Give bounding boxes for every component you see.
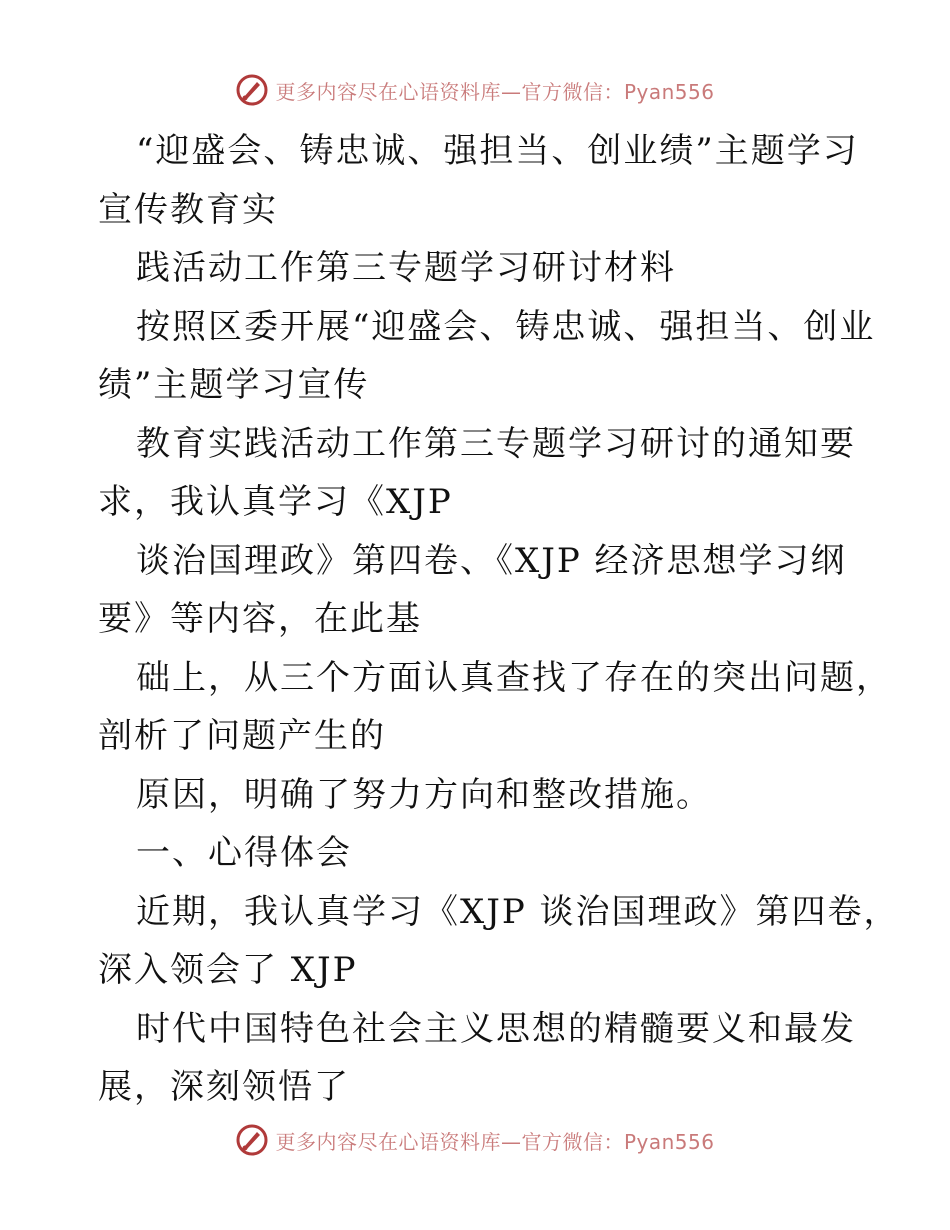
brush-circle-logo-icon (235, 73, 269, 107)
text-line: “迎盛会、铸忠诚、强担当、创业绩”主题学习 (136, 131, 859, 171)
text-line: 剖析了问题产生的 (98, 716, 386, 756)
text-line: 按照区委开展“迎盛会、铸忠诚、强担当、创业 (136, 306, 876, 347)
text-line: 深入领会了 XJP (98, 950, 358, 990)
text-line: 宣传教育实 (98, 189, 278, 230)
text-line: 践活动工作第三专题学习研讨材料 (136, 248, 676, 288)
footer-watermark (0, 1120, 950, 1160)
brush-circle-logo-icon (235, 1123, 269, 1157)
text-line: 原因，明确了努力方向和整改措施。 (136, 774, 712, 815)
text-line: 时代中国特色社会主义思想的精髓要义和最发 (136, 1008, 856, 1049)
watermark-text: 更多内容尽在心语资料库—官方微信：Pyan556 (275, 79, 715, 104)
text-line: 要》等内容，在此基 (98, 599, 422, 639)
text-line: 教育实践活动工作第三专题学习研讨的通知要 (136, 423, 856, 464)
text-line: 础上，从三个方面认真查找了存在的突出问题， (136, 657, 892, 698)
text-line: 谈治国理政》第四卷、《XJP 经济思想学习纲 (136, 540, 847, 581)
text-line: 近期，我认真学习《XJP 谈治国理政》第四卷， (136, 891, 900, 932)
watermark-text: 更多内容尽在心语资料库—官方微信：Pyan556 (275, 1129, 715, 1154)
text-line: 展，深刻领悟了 (98, 1067, 350, 1107)
text-line: 一、心得体会 (136, 833, 352, 873)
text-line: 求，我认真学习《XJP (98, 482, 453, 522)
header-watermark (0, 70, 950, 110)
text-line: 绩”主题学习宣传 (98, 365, 370, 405)
document-body (98, 122, 900, 1117)
